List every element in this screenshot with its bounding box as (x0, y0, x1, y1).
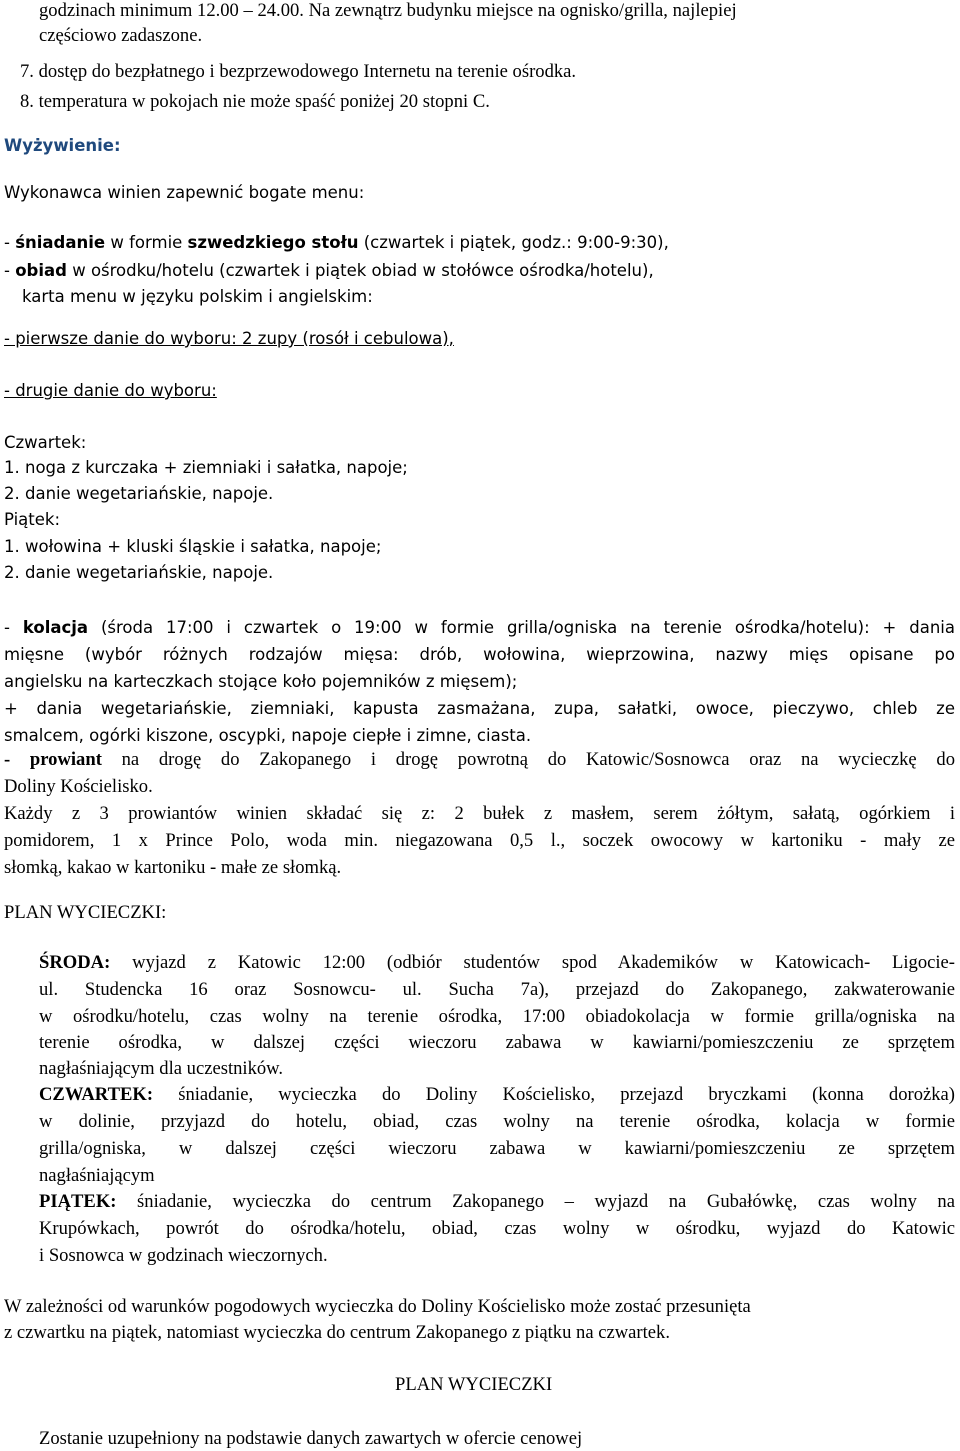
text-span: na drogę do Zakopanego i drogę powrotną do Katowic/Sosnowca oraz na wycieczkę do (101, 749, 955, 770)
text-span: wyjazd z Katowic 12:00 (odbiór studentów spod Akademików w Katowicach- Ligocie- (110, 952, 955, 973)
wednesday-line: w ośrodku/hotelu, czas wolny na terenie ośrodka, 17:00 obiadokolacja w formie grilla/ogniska na (39, 1006, 955, 1027)
thursday-plan-line: grilla/ogniska, w dalszej części wieczoru zabawa w kawiarni/pomieszczeniu ze sprzętem (39, 1138, 955, 1159)
friday-plan-line: i Sosnowca w godzinach wieczornych. (39, 1245, 328, 1266)
thursday-plan-line (39, 1086, 955, 1105)
bold-text: szwedzkiego stołu (187, 233, 359, 252)
thursday-option-2: 2. danie wegetariańskie, napoje. (4, 484, 274, 503)
day-label: PIĄTEK: (39, 1191, 117, 1212)
catering-heading: Wyżywienie: (4, 136, 121, 155)
friday-label: Piątek: (4, 510, 61, 529)
thursday-plan-line: nagłaśniającym (39, 1165, 155, 1186)
text-span: śniadanie, wycieczka do Doliny Kościelisko, przejazd bryczkami (konna dorożka) (153, 1084, 955, 1105)
provisions-line: pomidorem, 1 x Prince Polo, woda min. niegazowana 0,5 l., soczek owocowy w kartoniku - mały ze (4, 830, 955, 851)
wednesday-line: terenie ośrodka, w dalszej części wieczoru zabawa w kawiarni/pomieszczeniu ze sprzętem (39, 1032, 955, 1053)
text-line: godzinach minimum 12.00 – 24.00. Na zewnątrz budynku miejsce na ognisko/grilla, najlepiej (39, 0, 737, 21)
text-span: - (4, 233, 16, 252)
text-span: - (4, 618, 23, 637)
bold-text: śniadanie (15, 233, 106, 252)
thursday-plan-line: w dolinie, przyjazd do hotelu, obiad, czas wolny na terenie ośrodka, kolacja w formie (39, 1111, 955, 1132)
wednesday-line (39, 954, 955, 973)
friday-option-1: 1. wołowina + kluski śląskie i sałatka, napoje; (4, 537, 382, 556)
bold-text: - prowiant (4, 749, 102, 770)
footer-heading: PLAN WYCIECZKI (395, 1374, 553, 1395)
text-span: .: 9:00-9:30), (561, 233, 669, 252)
plan-heading: PLAN WYCIECZKI: (4, 902, 167, 923)
day-label: ŚRODA: (39, 952, 111, 973)
note-line: z czwartku na piątek, natomiast wycieczka do centrum Zakopanego z piątku na czwartek. (4, 1322, 670, 1343)
text-span: śniadanie, wycieczka do centrum Zakopanego – wyjazd na Gubałówkę, czas wolny na (116, 1191, 955, 1212)
text-span: (czwartek i piątek, godz (358, 233, 562, 252)
friday-option-2: 2. danie wegetariańskie, napoje. (4, 563, 274, 582)
lunch-line (4, 263, 654, 280)
bold-text: kolacja (22, 618, 89, 637)
text-span: - (4, 261, 16, 280)
lunch-line-2: karta menu w języku polskim i angielskim: (22, 287, 373, 306)
note-line: W zależności od warunków pogodowych wycieczka do Doliny Kościelisko może zostać przesunięta (4, 1296, 751, 1317)
friday-plan-line (39, 1193, 955, 1212)
provisions-line: Doliny Kościelisko. (4, 776, 153, 797)
text-span: w ośrodku/hotelu (czwartek i piątek obiad w stołówce ośrodka/hotelu), (66, 261, 654, 280)
breakfast-line (4, 235, 669, 252)
wednesday-line: ul. Studencka 16 oraz Sosnowcu- ul. Sucha 7a), przejazd do Zakopanego, zakwaterowanie (39, 979, 955, 1000)
text-span: (środa 17:00 i czwartek o 19:00 w formie grilla/ogniska na terenie ośrodka/hotelu): + dania (88, 618, 955, 637)
provisions-line (4, 751, 955, 770)
second-course: - drugie danie do wyboru: (4, 381, 217, 400)
footer-text: Zostanie uzupełniony na podstawie danych zawartych w ofercie cenowej (39, 1428, 583, 1449)
wednesday-line: nagłaśniającym dla uczestników. (39, 1058, 284, 1079)
provisions-line: Każdy z 3 prowiantów winien składać się z: 2 bułek z masłem, serem żółtym, sałatą, ogórkiem i (4, 803, 955, 824)
bold-text: obiad (15, 261, 67, 280)
dinner-line: mięsne (wybór różnych rodzajów mięsa: drób, wołowina, wieprzowina, nazwy mięs opisane po (4, 645, 955, 664)
dinner-line: + dania wegetariańskie, ziemniaki, kapusta zasmażana, zupa, sałatki, owoce, pieczywo, chleb ze (4, 699, 955, 718)
thursday-option-1: 1. noga z kurczaka + ziemniaki i sałatka, napoje; (4, 458, 408, 477)
list-item-7: 7. dostęp do bezpłatnego i bezprzewodowego Internetu na terenie ośrodka. (20, 61, 577, 82)
first-course: - pierwsze danie do wyboru: 2 zupy (rosół i cebulowa), (4, 329, 454, 348)
catering-intro: Wykonawca winien zapewnić bogate menu: (4, 183, 365, 202)
dinner-line: smalcem, ogórki kiszone, oscypki, napoje ciepłe i zimne, ciasta. (4, 726, 532, 745)
text-line: częściowo zadaszone. (39, 25, 203, 46)
friday-plan-line: Krupówkach, powrót do ośrodka/hotelu, obiad, czas wolny w ośrodku, wyjazd do Katowic (39, 1218, 955, 1239)
list-item-8: 8. temperatura w pokojach nie może spaść poniżej 20 stopni C. (20, 91, 490, 112)
dinner-line: angielsku na karteczkach stojące koło pojemników z mięsem); (4, 672, 518, 691)
text-span: w formie (105, 233, 188, 252)
day-label: CZWARTEK: (39, 1084, 154, 1105)
provisions-line: słomką, kakao w kartoniku - małe ze słomką. (4, 857, 342, 878)
dinner-line (4, 620, 955, 637)
thursday-label: Czwartek: (4, 433, 87, 452)
